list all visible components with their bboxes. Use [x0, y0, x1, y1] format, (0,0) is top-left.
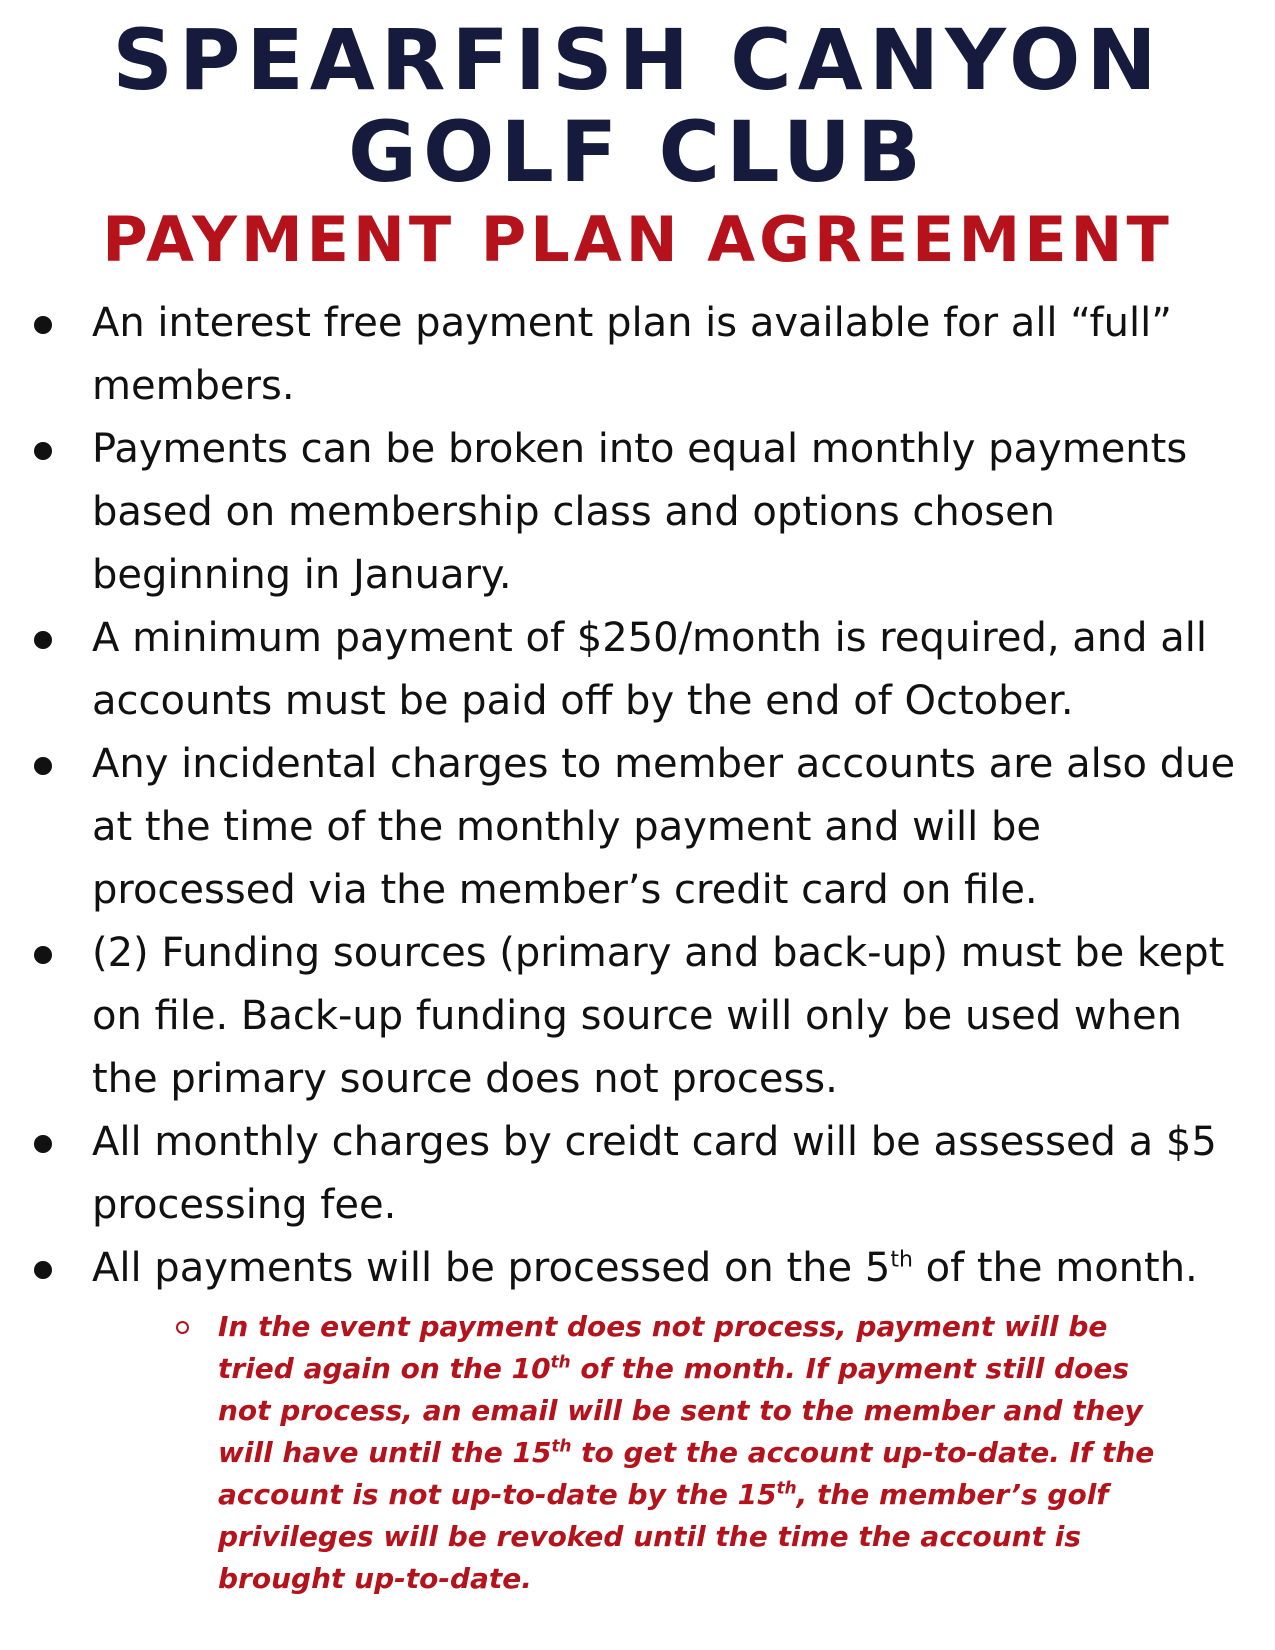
term-item-processing-date [0, 1237, 1275, 1600]
term-item [0, 1111, 1275, 1237]
notice-text-part: to get the account up-to-date. If the account is not up-to-date by the 15 [218, 1436, 1155, 1511]
term-text: (2) Funding sources (primary and back-up) must be kept on file. Back-up funding source will only be used when the primary source does not process. [92, 930, 1225, 1102]
term-text-part: All payments will be processed on the 5 [92, 1245, 891, 1291]
terms-list [0, 292, 1275, 1600]
document-header [0, 0, 1275, 278]
term-text: Any incidental charges to member accounts are also due at the time of the monthly payment and will be processed via the member’s credit card on file. [92, 741, 1236, 913]
sub-terms-list [92, 1306, 1245, 1600]
term-text: A minimum payment of $250/month is required, and all accounts must be paid off by the end of October. [92, 615, 1207, 724]
term-item [0, 733, 1275, 922]
notice-text-part: , the member’s golf privileges will be revoked until the time the account is brought up-to-date. [218, 1478, 1109, 1595]
bullet-icon [34, 1135, 52, 1153]
term-text-part: of the month. [912, 1245, 1198, 1291]
ordinal-suffix: th [890, 1247, 913, 1273]
ordinal-suffix: th [550, 1351, 571, 1372]
ordinal-suffix: th [776, 1477, 797, 1498]
bullet-icon [34, 1261, 52, 1279]
bullet-icon [34, 631, 52, 649]
notice-text-part: In the event payment does not process, payment will be tried again on the 10 [218, 1310, 1108, 1385]
bullet-icon [34, 442, 52, 460]
bullet-icon [34, 757, 52, 775]
term-text: An interest free payment plan is available for all “full” members. [92, 300, 1172, 409]
bullet-icon [34, 316, 52, 334]
club-name-line-2: GOLF CLUB [348, 103, 927, 201]
bullet-icon [34, 946, 52, 964]
notice-text-part: of the month. If payment still does not process, an email will be sent to the member and they will have until the 15 [218, 1352, 1143, 1469]
hollow-bullet-icon [176, 1321, 189, 1334]
term-item [0, 418, 1275, 607]
term-item [0, 292, 1275, 418]
term-item [0, 607, 1275, 733]
ordinal-suffix: th [551, 1435, 572, 1456]
term-text: Payments can be broken into equal monthly payments based on membership class and options chosen beginning in January. [92, 426, 1188, 598]
term-text: All monthly charges by creidt card will be assessed a $5 processing fee. [92, 1119, 1217, 1228]
agreement-title: PAYMENT PLAN AGREEMENT [102, 203, 1173, 276]
failed-payment-notice [92, 1306, 1245, 1600]
club-name-line-1: SPEARFISH CANYON [112, 11, 1163, 109]
term-item [0, 922, 1275, 1111]
